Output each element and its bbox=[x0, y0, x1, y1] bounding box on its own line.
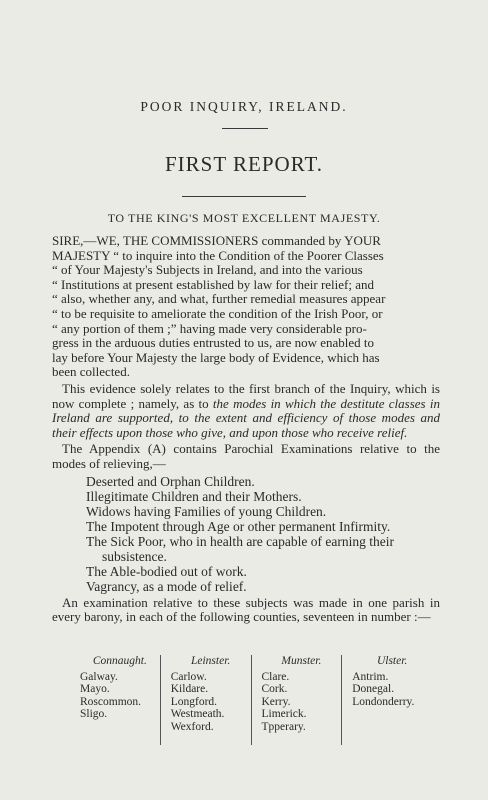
text-line: lay before Your Majesty the large body of Evidence, which has bbox=[52, 349, 380, 365]
county-name: Londonderry. bbox=[352, 695, 415, 708]
county-name: Roscommon. bbox=[80, 695, 142, 708]
evidence-emphasis: the modes in which the destitute classes in Ireland are supported, to the extent and efficiency of those modes and their effects upon those who give, and upon those who receive relief. bbox=[52, 395, 440, 440]
counties-table bbox=[70, 655, 432, 745]
county-name: Longford. bbox=[170, 695, 218, 708]
county-name: Antrim. bbox=[352, 670, 389, 683]
county-name: Mayo. bbox=[80, 683, 110, 696]
report-title: FIRST REPORT. bbox=[164, 152, 323, 176]
province-heading: Connaught. bbox=[92, 655, 147, 667]
list-item: Illegitimate Children and their Mothers. bbox=[86, 488, 302, 504]
list-item: The Impotent through Age or other permanent Infirmity. bbox=[86, 518, 391, 534]
province-heading: Leinster. bbox=[190, 655, 231, 667]
county-name: Clare. bbox=[261, 670, 290, 683]
relief-modes-list bbox=[52, 474, 440, 594]
title-rule bbox=[222, 128, 268, 129]
county-name: Wexford. bbox=[170, 720, 214, 733]
evidence-text: This evidence solely relates to the first branch of the Inquiry, which is now complete ; namely, as to bbox=[52, 380, 440, 411]
county-name: Carlow. bbox=[170, 670, 207, 683]
text-line: MAJESTY “ to inquire into the Condition of the Poorer Classes bbox=[52, 247, 384, 263]
county-name: Kildare. bbox=[170, 683, 209, 696]
province-column-ulster bbox=[341, 655, 432, 745]
county-name: Galway. bbox=[80, 670, 118, 683]
text-line: “ also, whether any, and what, further remedial measures appear bbox=[52, 291, 386, 307]
paragraph-address bbox=[52, 234, 440, 380]
county-name: Sligo. bbox=[80, 708, 108, 721]
body-text bbox=[52, 234, 440, 627]
text-line: SIRE,—WE, THE COMMISSIONERS commanded by YOUR bbox=[52, 233, 381, 248]
province-heading: Munster. bbox=[281, 655, 322, 667]
province-heading: Ulster. bbox=[376, 655, 408, 667]
running-title: POOR INQUIRY, IRELAND. bbox=[140, 99, 348, 114]
county-name: Kerry. bbox=[261, 695, 291, 708]
county-name: Westmeath. bbox=[170, 708, 225, 721]
province-column-leinster bbox=[160, 655, 251, 745]
province-column-munster bbox=[251, 655, 342, 745]
paragraph-examination: An examination relative to these subjects was made in one parish in every barony, in each of the following counties, seventeen in number :— bbox=[52, 594, 440, 625]
text-line: been collected. bbox=[52, 364, 130, 380]
county-name: Limerick. bbox=[261, 708, 307, 721]
text-line: “ Institutions at present established by law for their relief; and bbox=[52, 276, 375, 292]
text-line: “ to be requisite to ameliorate the condition of the Irish Poor, or bbox=[52, 305, 383, 321]
list-item: Deserted and Orphan Children. bbox=[86, 473, 255, 489]
address-line: TO THE KING'S MOST EXCELLENT MAJESTY. bbox=[107, 211, 381, 225]
province-column-connaught bbox=[70, 655, 160, 745]
county-name: Tpperary. bbox=[261, 720, 306, 733]
paragraph-appendix: The Appendix (A) contains Parochial Examinations relative to the modes of relieving,— bbox=[52, 441, 440, 471]
list-item: The Sick Poor, who in health are capable of earning their subsistence. bbox=[86, 533, 394, 564]
text-line: “ of Your Majesty's Subjects in Ireland, and into the various bbox=[52, 262, 363, 278]
text-line: gress in the arduous duties entrusted to us, are now enabled to bbox=[52, 335, 375, 351]
list-item: The Able-bodied out of work. bbox=[86, 563, 247, 579]
county-name: Donegal. bbox=[352, 683, 395, 696]
report-rule bbox=[182, 196, 306, 197]
county-name: Cork. bbox=[261, 683, 288, 696]
text-line: “ any portion of them ;” having made very considerable pro- bbox=[52, 320, 367, 336]
list-item: Vagrancy, as a mode of relief. bbox=[86, 578, 247, 594]
paragraph-evidence bbox=[52, 382, 440, 440]
list-item: Widows having Families of young Children. bbox=[86, 503, 327, 519]
